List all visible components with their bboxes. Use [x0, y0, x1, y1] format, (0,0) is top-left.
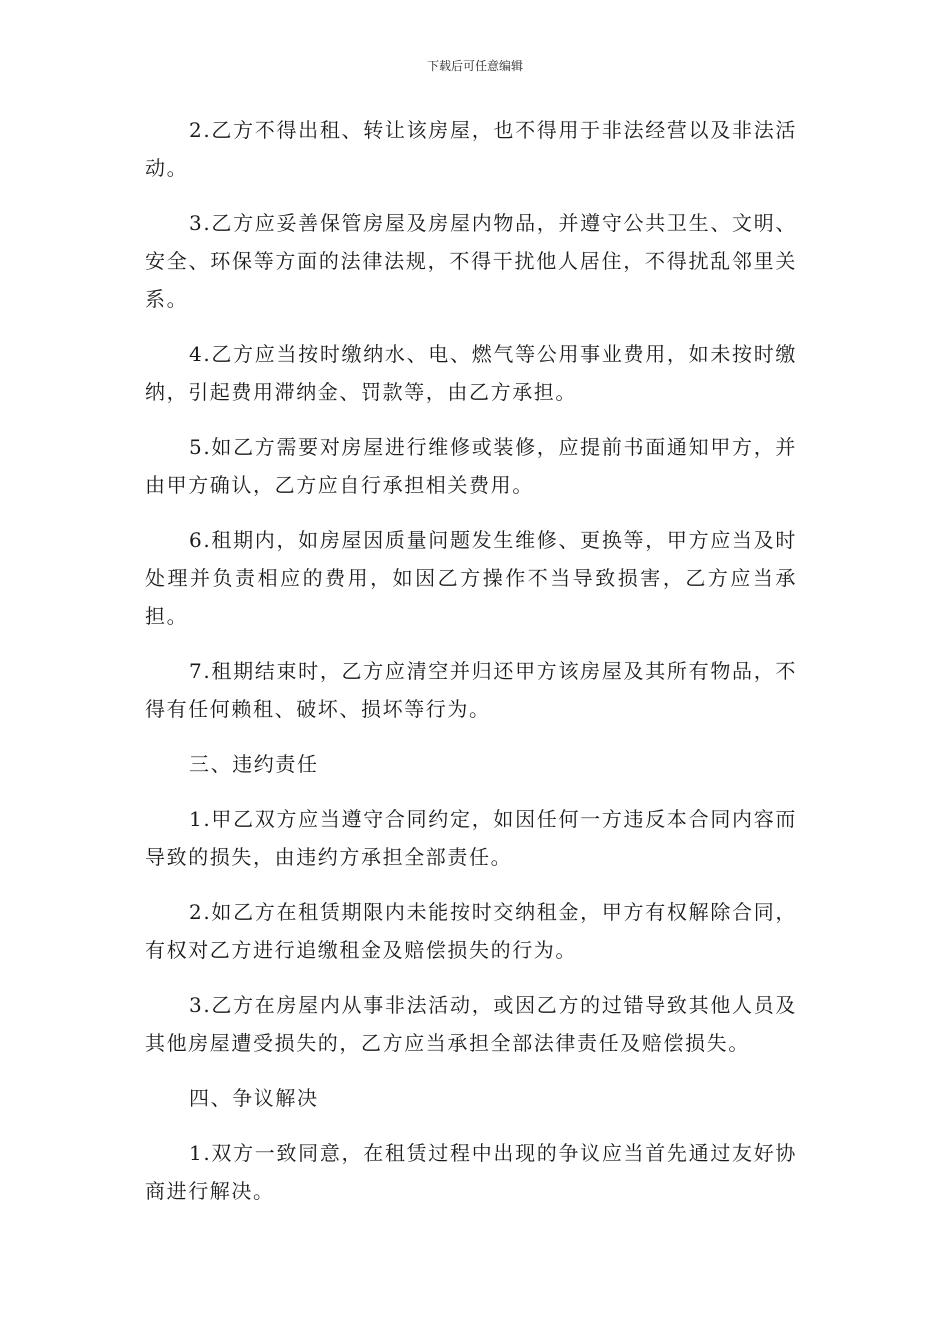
clause-paragraph: 1.甲乙双方应当遵守合同约定，如因任何一方违反本合同内容而导致的损失，由违约方承担全部责任。	[145, 807, 797, 869]
clause-paragraph: 5.如乙方需要对房屋进行维修或装修，应提前书面通知甲方，并由甲方确认，乙方应自行承担相关费用。	[145, 435, 797, 497]
clause-paragraph: 4.乙方应当按时缴纳水、电、燃气等公用事业费用，如未按时缴纳，引起费用滞纳金、罚款等，由乙方承担。	[145, 342, 797, 404]
clause-paragraph: 2.如乙方在租赁期限内未能按时交纳租金，甲方有权解除合同，有权对乙方进行追缴租金及赔偿损失的行为。	[145, 900, 797, 962]
clause-paragraph: 3.乙方应妥善保管房屋及房屋内物品，并遵守公共卫生、文明、安全、环保等方面的法律法规，不得干扰他人居住，不得扰乱邻里关系。	[145, 211, 797, 311]
clause-paragraph: 6.租期内，如房屋因质量问题发生维修、更换等，甲方应当及时处理并负责相应的费用，如因乙方操作不当导致损害，乙方应当承担。	[145, 528, 797, 628]
page-header: 下载后可任意编辑	[426, 59, 523, 73]
clause-paragraph: 3.乙方在房屋内从事非法活动，或因乙方的过错导致其他人员及其他房屋遭受损失的，乙方应当承担全部法律责任及赔偿损失。	[145, 993, 797, 1055]
section-heading: 三、违约责任	[189, 752, 319, 776]
document-body	[145, 111, 797, 1227]
clause-paragraph: 7.租期结束时，乙方应清空并归还甲方该房屋及其所有物品，不得有任何赖租、破坏、损坏等行为。	[145, 659, 797, 721]
clause-paragraph: 1.双方一致同意，在租赁过程中出现的争议应当首先通过友好协商进行解决。	[145, 1141, 797, 1203]
section-heading: 四、争议解决	[189, 1086, 319, 1110]
clause-paragraph: 2.乙方不得出租、转让该房屋，也不得用于非法经营以及非法活动。	[145, 118, 797, 180]
